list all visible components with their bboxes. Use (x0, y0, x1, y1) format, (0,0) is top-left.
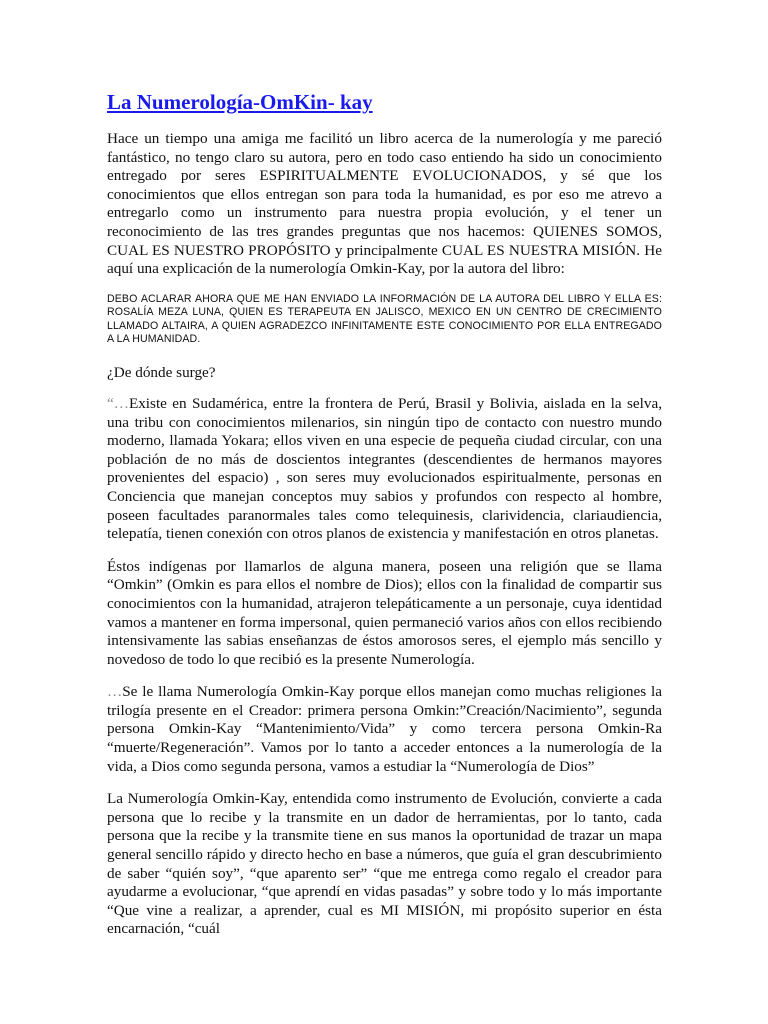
paragraph-evolution: La Numerología Omkin-Kay, entendida como instrumento de Evolución, convierte a cada persona que lo recibe y la transmite en un dador de herramientas, por lo tanto, cada persona que la recibe y la transmite tiene en sus manos la oportunidad de trazar un mapa general sencillo rápido y directo hecho en base a números, que guía el gran descubrimiento de saber “quién soy”, “que aparento ser” “que me entrega como regalo el creador para ayudarme a evolucionar, “que aprendí en vidas pasadas” y sobre todo y lo más importante “Que vine a realizar, a aprender, cual es MI MISIÓN, mi propósito superior en ésta encarnación, “cuál (107, 790, 662, 938)
paragraph-lead-ellipsis: … (107, 683, 123, 701)
document-title: La Numerología-OmKin- kay (107, 90, 373, 114)
paragraph-trilogy (107, 683, 662, 776)
section-question: ¿De dónde surge? (107, 364, 216, 382)
paragraph-religion: Éstos indígenas por llamarlos de alguna manera, poseen una religión que se llama “Omkin” (Omkin es para ellos el nombre de Dios); ellos con la finalidad de compartir sus conocimientos con la humanidad, atrajeron telepáticamente a un personaje, cuya identidad vamos a mantener en forma impersonal, quien permaneció varios años con ellos recibiendo intensivamente las sabias enseñanzas de éstos amorosos seres, el ejemplo más sencillo y novedoso de todo lo que recibió es la presente Numerología. (107, 557, 662, 668)
paragraph-trilogy-text: Se le llama Numerología Omkin-Kay porque ellos manejan como muchas religiones la trilogía presente en el Creador: primera persona Omkin:”Creación/Nacimiento”, segunda persona Omkin-Kay “Mantenimiento/Vida” y como tercera persona Omkin-Ra “muerte/Regeneración”. Vamos por lo tanto a acceder entonces a la numerología de la vida, a Dios como segunda persona, vamos a estudiar la “Numerología de Dios” (107, 683, 662, 775)
document-page (107, 88, 662, 953)
paragraph-origin-text: Existe en Sudamérica, entre la frontera de Perú, Brasil y Bolivia, aislada en la selva, una tribu con conocimientos milenarios, sin ningún tipo de contacto con nuestro mundo moderno, llamada Yokara; ellos viven en una especie de pequeña ciudad circular, con una población de no más de doscientos integrantes (descendientes de hermanos mayores provenientes del espacio) , son seres muy evolucionados espiritualmente, personas en Conciencia que manejan conceptos muy sabios y profundos con respecto al hombre, poseen facultades paranormales tales como telequinesis, clarividencia, clariaudiencia, telepatía, tienen conexión con otros planos de existencia y manifestación en otros planetas. (107, 394, 662, 543)
author-note: DEBO ACLARAR AHORA QUE ME HAN ENVIADO LA INFORMACIÓN DE LA AUTORA DEL LIBRO Y ELLA ES: ROSALÍA MEZA LUNA, QUIEN ES TERAPEUTA EN JALISCO, MEXICO EN UN CENTRO DE CRECIMIENTO LLAMADO ALTAIRA, A QUIEN AGRADEZCO INFINITAMENTE ESTE CONOCIMIENTO POR ELLA ENTREGADO A LA HUMANIDAD. (107, 292, 662, 345)
intro-paragraph: Hace un tiempo una amiga me facilitó un libro acerca de la numerología y me pareció fantástico, no tengo claro su autora, pero en todo caso entiendo ha sido un conocimiento entregado por seres ESPIRITUALMENTE EVOLUCIONADOS, y sé que los conocimientos que ellos entregan son para toda la humanidad, es por eso me atrevo a entregarlo como un instrumento para nuestra propia evolución, y el tener un reconocimiento de las tres grandes preguntas que nos hacemos: QUIENES SOMOS, CUAL ES NUESTRO PROPÓSITO y principalmente CUAL ES NUESTRA MISIÓN. He aquí una explicación de la numerología Omkin-Kay, por la autora del libro: (107, 130, 662, 278)
paragraph-lead-quote: “… (107, 394, 129, 412)
paragraph-origin (107, 395, 662, 544)
